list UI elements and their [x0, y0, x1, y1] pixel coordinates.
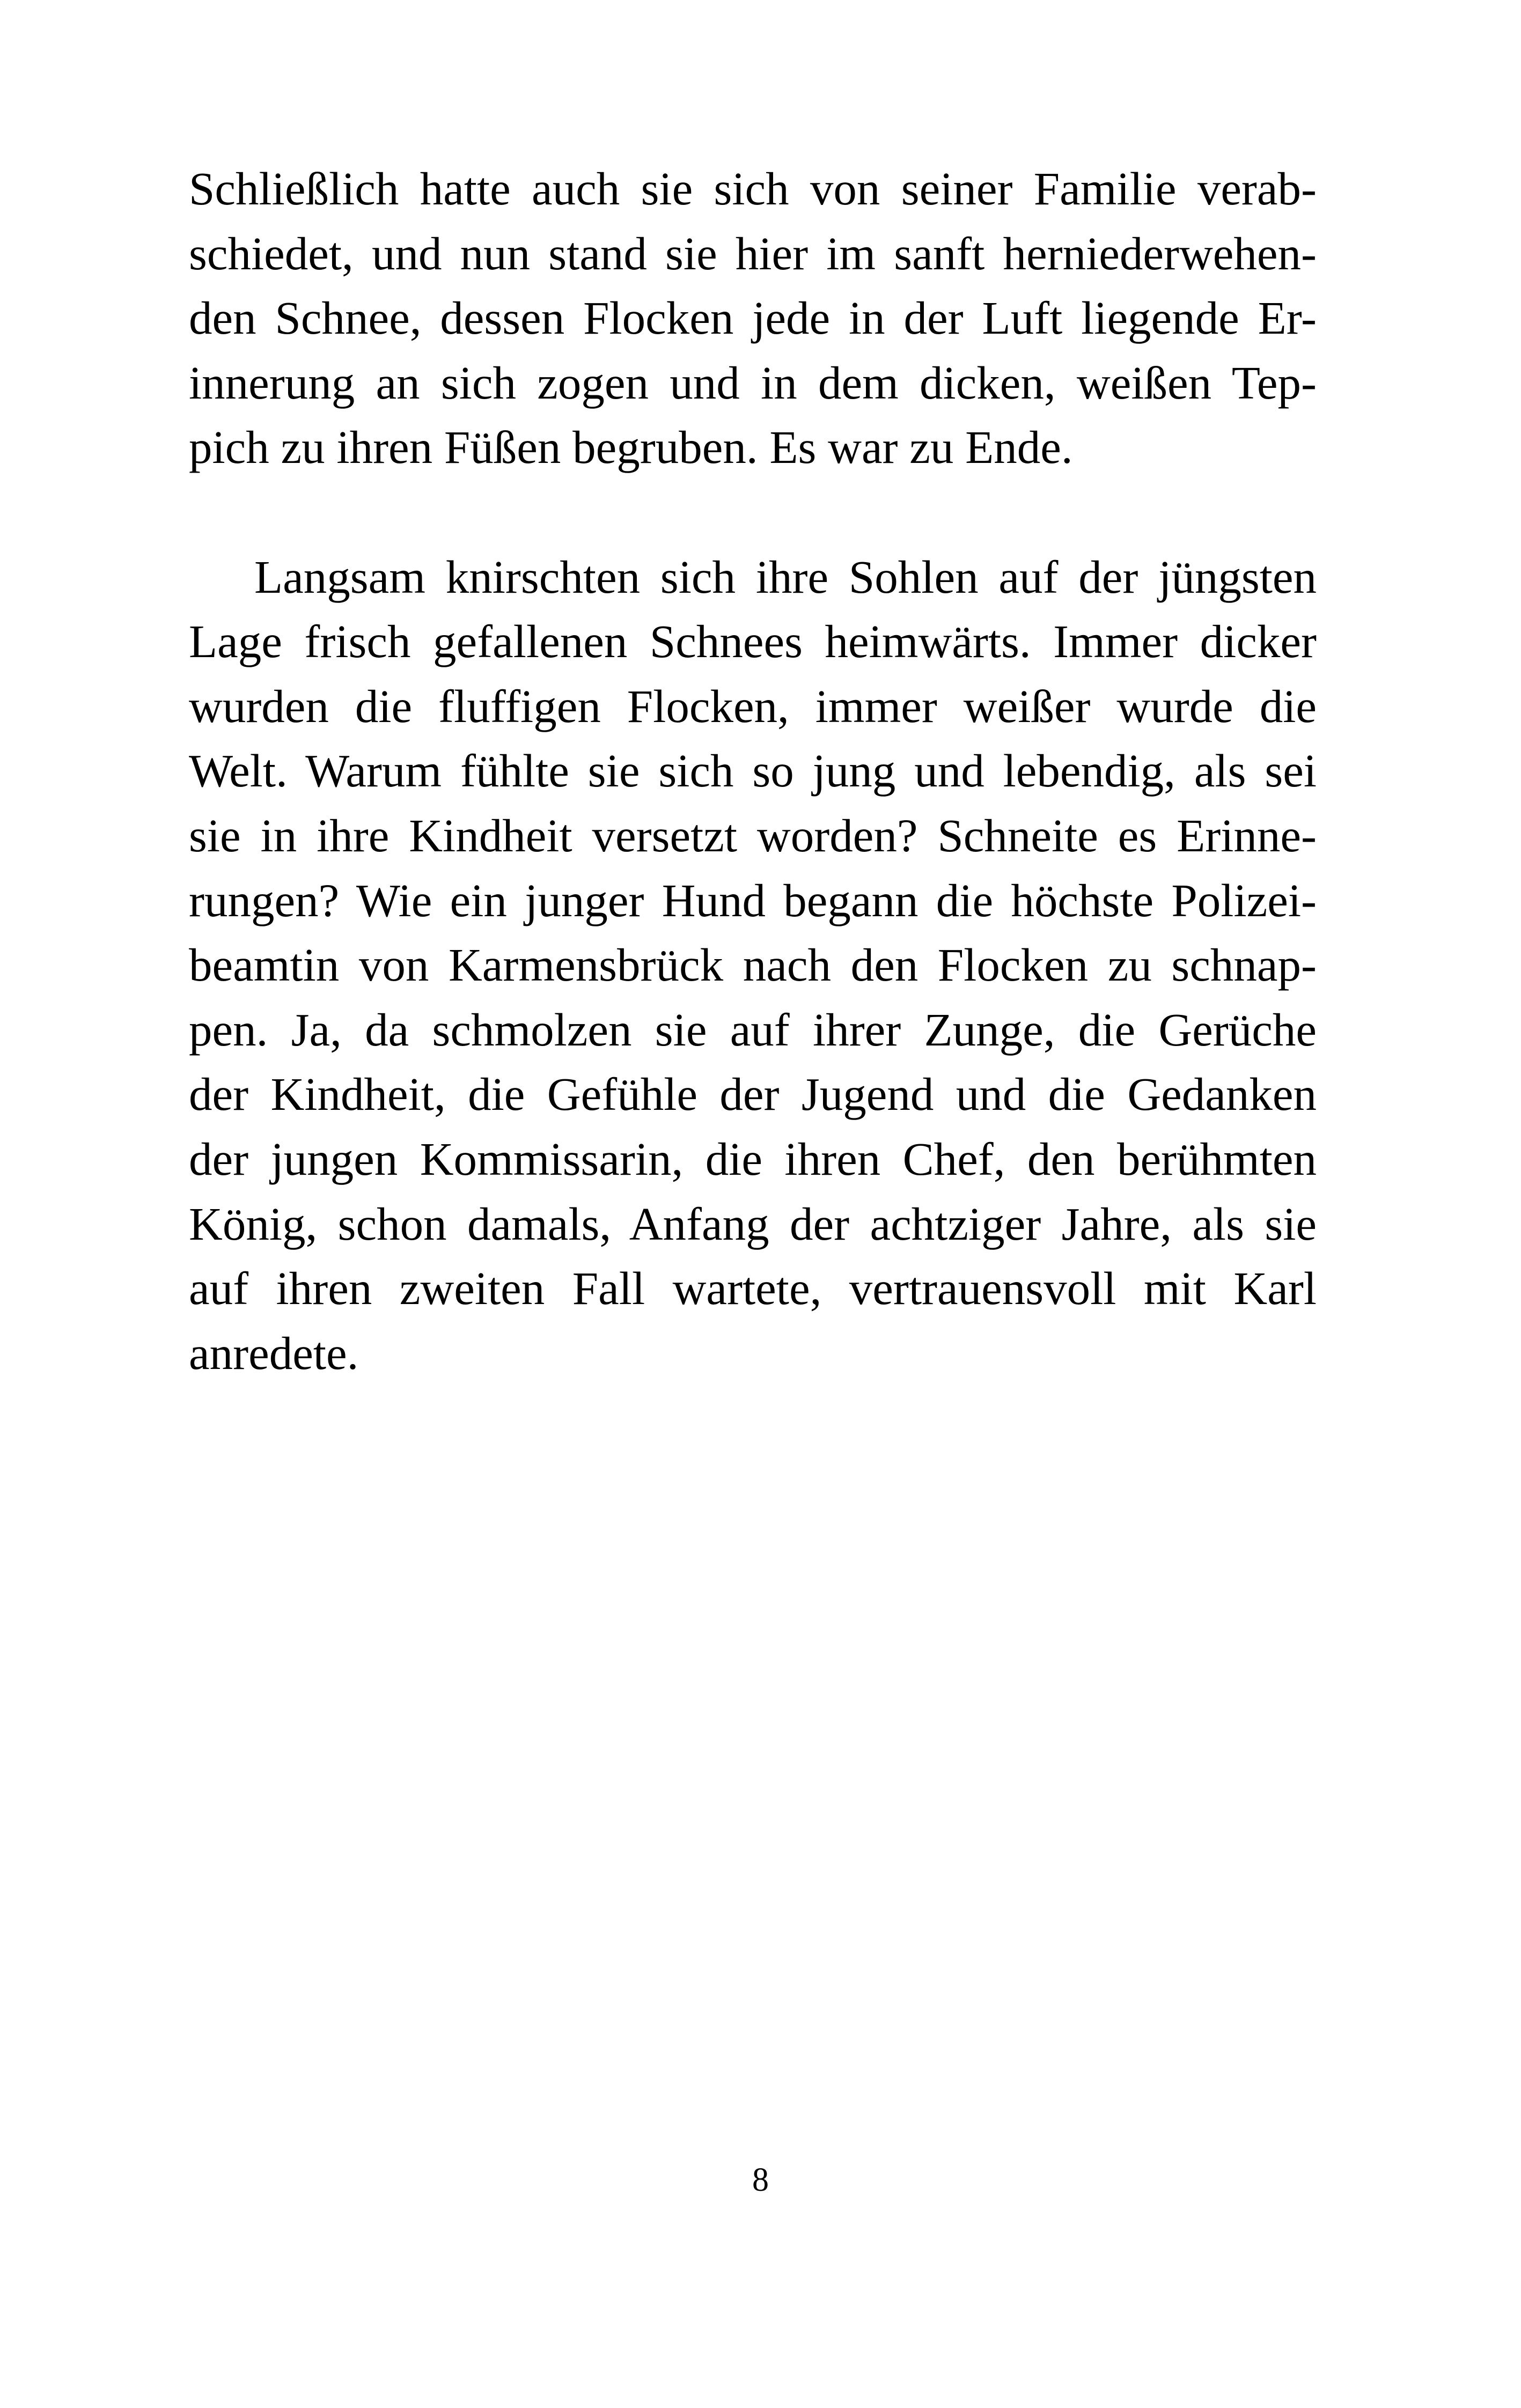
paragraph-2 [189, 545, 1317, 1386]
text-line: König, schon damals, Anfang der achtziger Jahre, als sie [189, 1197, 1317, 1250]
page-number: 8 [752, 2162, 769, 2198]
text-line: auf ihren zweiten Fall wartete, vertrauensvoll mit Karl [189, 1262, 1317, 1315]
body-text [189, 157, 1317, 1386]
paragraph-gap [189, 480, 1317, 545]
text-line: Schließlich hatte auch sie sich von seiner Familie verab- [189, 163, 1317, 215]
text-line: beamtin von Karmensbrück nach den Flocken zu schnap- [189, 939, 1317, 991]
text-line: innerung an sich zogen und in dem dicken, weißen Tep- [189, 356, 1317, 409]
text-line: schiedet, und nun stand sie hier im sanft herniederwehen- [189, 227, 1317, 279]
text-line: pich zu ihren Füßen begruben. Es war zu Ende. [189, 421, 1073, 474]
text-line: rungen? Wie ein junger Hund begann die höchste Polizei- [189, 874, 1317, 926]
text-line: pen. Ja, da schmolzen sie auf ihrer Zunge, die Gerüche [189, 1003, 1317, 1056]
text-line: wurden die fluffigen Flocken, immer weißer wurde die [189, 680, 1317, 732]
paragraph-1 [189, 157, 1317, 480]
text-line: sie in ihre Kindheit versetzt worden? Schneite es Erinne- [189, 809, 1317, 861]
text-line: anredete. [189, 1327, 359, 1379]
text-line: Lage frisch gefallenen Schnees heimwärts. Immer dicker [189, 615, 1317, 668]
text-line: Welt. Warum fühlte sie sich so jung und lebendig, als sei [189, 745, 1317, 797]
text-line: den Schnee, dessen Flocken jede in der Luft liegende Er- [189, 292, 1317, 344]
text-line: Langsam knirschten sich ihre Sohlen auf der jüngsten [254, 550, 1317, 603]
text-line: der Kindheit, die Gefühle der Jugend und die Gedanken [189, 1068, 1317, 1121]
text-line: der jungen Kommissarin, die ihren Chef, den berühmten [189, 1132, 1317, 1185]
